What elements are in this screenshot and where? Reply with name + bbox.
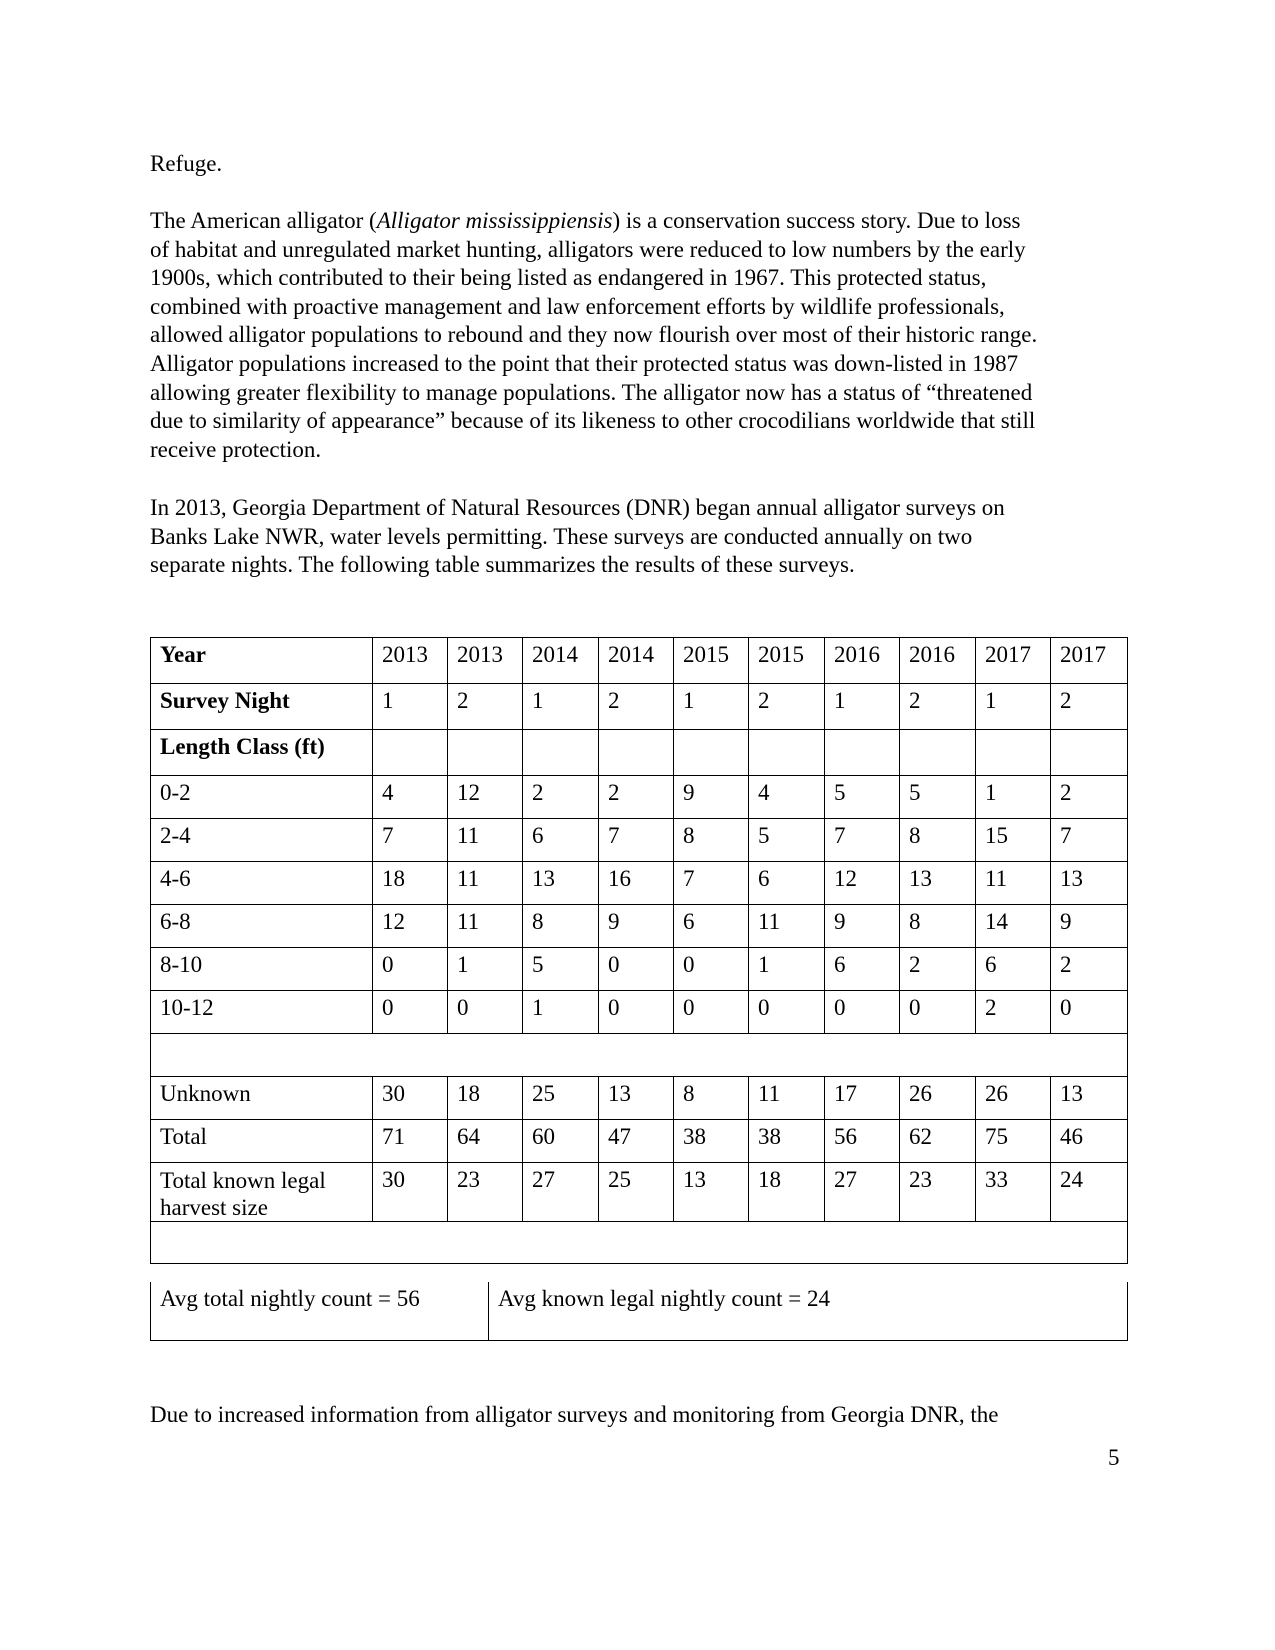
table-cell: 38 xyxy=(749,1120,825,1163)
para1-line-1 xyxy=(150,207,1126,236)
table-cell: 62 xyxy=(900,1120,976,1163)
table-cell-year: 2014 xyxy=(523,638,599,684)
table-cell: 7 xyxy=(373,819,448,862)
table-cell: 1 xyxy=(749,948,825,991)
para1-line: combined with proactive management and law enforcement efforts by wildlife professionals, xyxy=(150,293,1005,319)
table-cell: 38 xyxy=(674,1120,749,1163)
table-cell: 11 xyxy=(749,1077,825,1120)
table-cell: 15 xyxy=(976,819,1051,862)
table-cell: 0 xyxy=(674,948,749,991)
table-cell-night: 2 xyxy=(900,684,976,730)
table-cell-year: 2016 xyxy=(900,638,976,684)
table-cell: 6 xyxy=(523,819,599,862)
table-row-length-class xyxy=(151,730,1128,776)
table-cell: 2 xyxy=(523,776,599,819)
table-cell-empty xyxy=(373,730,448,776)
table-cell: 1 xyxy=(448,948,523,991)
table-cell-empty xyxy=(523,730,599,776)
table-row xyxy=(151,991,1128,1034)
table-cell: 26 xyxy=(900,1077,976,1120)
table-row-averages xyxy=(151,1282,1128,1341)
table-cell: 2 xyxy=(900,948,976,991)
table-cell: 1 xyxy=(976,776,1051,819)
table-cell: 71 xyxy=(373,1120,448,1163)
table-cell: 4 xyxy=(749,776,825,819)
table-cell: 14 xyxy=(976,905,1051,948)
table-cell: 46 xyxy=(1051,1120,1128,1163)
table-cell: 12 xyxy=(825,862,900,905)
table-cell: 8 xyxy=(674,1077,749,1120)
row-label-survey-night: Survey Night xyxy=(151,684,373,730)
table-cell: 6 xyxy=(749,862,825,905)
table-cell: 9 xyxy=(825,905,900,948)
row-label-year: Year xyxy=(151,638,373,684)
table-cell: 13 xyxy=(1051,1077,1128,1120)
table-cell: 27 xyxy=(523,1163,599,1222)
paragraph-alligator-intro xyxy=(150,207,1126,464)
avg-total-nightly-count: Avg total nightly count = 56 xyxy=(151,1282,489,1341)
table-cell: 5 xyxy=(749,819,825,862)
table-cell: 0 xyxy=(825,991,900,1034)
table-cell-spacer xyxy=(151,1034,1128,1077)
table-cell: 11 xyxy=(749,905,825,948)
table-cell: 12 xyxy=(373,905,448,948)
table-cell-empty xyxy=(825,730,900,776)
table-cell-night: 1 xyxy=(825,684,900,730)
avg-legal-nightly-count: Avg known legal nightly count = 24 xyxy=(489,1282,1128,1341)
table-cell-year: 2017 xyxy=(976,638,1051,684)
table-cell: 18 xyxy=(373,862,448,905)
table-cell-empty xyxy=(900,730,976,776)
table-cell-year: 2013 xyxy=(448,638,523,684)
paragraph-closing xyxy=(150,1401,1126,1430)
table-cell: 56 xyxy=(825,1120,900,1163)
para2-line: separate nights. The following table summarizes the results of these surveys. xyxy=(150,552,855,578)
para1-line: of habitat and unregulated market hunting, alligators were reduced to low numbers by the early xyxy=(150,236,1026,262)
para1-line: 1900s, which contributed to their being listed as endangered in 1967. This protected status, xyxy=(150,265,987,291)
table-cell: 2 xyxy=(1051,948,1128,991)
table-cell-year: 2014 xyxy=(599,638,674,684)
table-cell-empty xyxy=(976,730,1051,776)
table-cell: 11 xyxy=(976,862,1051,905)
table-cell: 0 xyxy=(373,948,448,991)
table-cell: 27 xyxy=(825,1163,900,1222)
table-cell: 9 xyxy=(1051,905,1128,948)
table-cell-empty xyxy=(448,730,523,776)
table-cell-year: 2016 xyxy=(825,638,900,684)
table-cell-night: 2 xyxy=(448,684,523,730)
table-row xyxy=(151,905,1128,948)
table-cell: 13 xyxy=(674,1163,749,1222)
table-cell: 8 xyxy=(674,819,749,862)
table-cell-empty xyxy=(1051,730,1128,776)
table-cell: 9 xyxy=(599,905,674,948)
row-label-length: 8-10 xyxy=(151,948,373,991)
table-cell: 2 xyxy=(976,991,1051,1034)
para1-line: Alligator populations increased to the point that their protected status was down-listed in 1987 xyxy=(150,350,1019,376)
table-cell: 0 xyxy=(674,991,749,1034)
table-row-survey-night xyxy=(151,684,1128,730)
table-cell: 23 xyxy=(900,1163,976,1222)
table-cell-empty xyxy=(599,730,674,776)
table-cell: 0 xyxy=(599,991,674,1034)
table-cell: 13 xyxy=(900,862,976,905)
row-label-total: Total xyxy=(151,1120,373,1163)
table-cell: 17 xyxy=(825,1077,900,1120)
table-cell: 7 xyxy=(825,819,900,862)
para1-line: receive protection. xyxy=(150,436,322,462)
table-cell: 0 xyxy=(749,991,825,1034)
table-cell: 25 xyxy=(599,1163,674,1222)
table-cell: 18 xyxy=(448,1077,523,1120)
averages-table xyxy=(150,1282,1128,1341)
table-cell: 11 xyxy=(448,905,523,948)
table-cell: 47 xyxy=(599,1120,674,1163)
text-refuge-line: Refuge. xyxy=(150,151,223,176)
table-row-spacer xyxy=(151,1222,1128,1264)
table-cell: 64 xyxy=(448,1120,523,1163)
table-cell-year: 2013 xyxy=(373,638,448,684)
table-cell: 11 xyxy=(448,819,523,862)
para1-line: due to similarity of appearance” because of its likeness to other crocodilians worldwide that still xyxy=(150,408,1036,434)
para1-line: allowing greater flexibility to manage populations. The alligator now has a status of “threatened xyxy=(150,379,1033,405)
table-cell: 18 xyxy=(749,1163,825,1222)
table-cell: 8 xyxy=(900,905,976,948)
table-cell: 6 xyxy=(674,905,749,948)
table-cell-night: 2 xyxy=(749,684,825,730)
table-cell-year: 2015 xyxy=(749,638,825,684)
para1-line: allowed alligator populations to rebound and they now flourish over most of their historic range. xyxy=(150,322,1038,348)
table-cell: 8 xyxy=(900,819,976,862)
row-label-legal-harvest: Total known legal harvest size xyxy=(151,1163,373,1222)
para2-line: Banks Lake NWR, water levels permitting. These surveys are conducted annually on two xyxy=(150,523,973,549)
table-row-year xyxy=(151,638,1128,684)
table-row xyxy=(151,776,1128,819)
table-cell: 11 xyxy=(448,862,523,905)
table-cell-night: 2 xyxy=(1051,684,1128,730)
table-cell: 0 xyxy=(373,991,448,1034)
table-cell-night: 1 xyxy=(976,684,1051,730)
table-cell-year: 2015 xyxy=(674,638,749,684)
paragraph-dnr-surveys xyxy=(150,494,1126,580)
table-cell-night: 2 xyxy=(599,684,674,730)
para3-line: Due to increased information from alligator surveys and monitoring from Georgia DNR, the xyxy=(150,1402,999,1427)
table-row xyxy=(151,862,1128,905)
table-cell: 8 xyxy=(523,905,599,948)
table-cell-night: 1 xyxy=(523,684,599,730)
table-cell: 13 xyxy=(599,1077,674,1120)
alligator-survey-table xyxy=(150,637,1128,1264)
table-cell: 30 xyxy=(373,1077,448,1120)
table-cell: 6 xyxy=(976,948,1051,991)
table-cell: 7 xyxy=(1051,819,1128,862)
table-cell: 75 xyxy=(976,1120,1051,1163)
row-label-length: 2-4 xyxy=(151,819,373,862)
table-row-spacer xyxy=(151,1034,1128,1077)
table-cell-year: 2017 xyxy=(1051,638,1128,684)
table-cell-spacer xyxy=(151,1222,1128,1264)
table-cell: 5 xyxy=(825,776,900,819)
table-cell: 2 xyxy=(599,776,674,819)
table-cell-night: 1 xyxy=(373,684,448,730)
table-cell: 12 xyxy=(448,776,523,819)
table-cell: 16 xyxy=(599,862,674,905)
table-cell: 5 xyxy=(900,776,976,819)
table-cell: 6 xyxy=(825,948,900,991)
table-cell: 5 xyxy=(523,948,599,991)
row-label-length: 0-2 xyxy=(151,776,373,819)
table-cell: 13 xyxy=(523,862,599,905)
table-cell: 23 xyxy=(448,1163,523,1222)
table-cell: 0 xyxy=(900,991,976,1034)
row-label-length: 4-6 xyxy=(151,862,373,905)
table-cell: 7 xyxy=(674,862,749,905)
table-row-total xyxy=(151,1120,1128,1163)
table-row xyxy=(151,948,1128,991)
table-cell: 33 xyxy=(976,1163,1051,1222)
table-cell: 9 xyxy=(674,776,749,819)
table-cell-night: 1 xyxy=(674,684,749,730)
row-label-unknown: Unknown xyxy=(151,1077,373,1120)
table-cell: 26 xyxy=(976,1077,1051,1120)
row-label-length: 10-12 xyxy=(151,991,373,1034)
table-row-legal-harvest xyxy=(151,1163,1128,1222)
table-cell: 2 xyxy=(1051,776,1128,819)
table-cell: 24 xyxy=(1051,1163,1128,1222)
table-cell: 7 xyxy=(599,819,674,862)
table-cell: 25 xyxy=(523,1077,599,1120)
table-cell: 1 xyxy=(523,991,599,1034)
para1-line1-post: ) is a conservation success story. Due to loss xyxy=(612,208,1021,233)
para1-line1-pre: The American alligator ( xyxy=(150,208,377,233)
table-cell-empty xyxy=(674,730,749,776)
row-label-length-class: Length Class (ft) xyxy=(151,730,373,776)
species-name-italic: Alligator mississippiensis xyxy=(376,208,613,233)
table-cell: 30 xyxy=(373,1163,448,1222)
table-cell: 0 xyxy=(1051,991,1128,1034)
table-cell: 0 xyxy=(448,991,523,1034)
table-cell: 60 xyxy=(523,1120,599,1163)
table-row xyxy=(151,819,1128,862)
table-row-unknown xyxy=(151,1077,1128,1120)
table-cell: 13 xyxy=(1051,862,1128,905)
table-cell-empty xyxy=(749,730,825,776)
table-cell: 0 xyxy=(599,948,674,991)
row-label-length: 6-8 xyxy=(151,905,373,948)
para2-line: In 2013, Georgia Department of Natural Resources (DNR) began annual alligator surveys on xyxy=(150,495,1005,520)
table-cell: 4 xyxy=(373,776,448,819)
page-number: 5 xyxy=(1108,1445,1120,1470)
